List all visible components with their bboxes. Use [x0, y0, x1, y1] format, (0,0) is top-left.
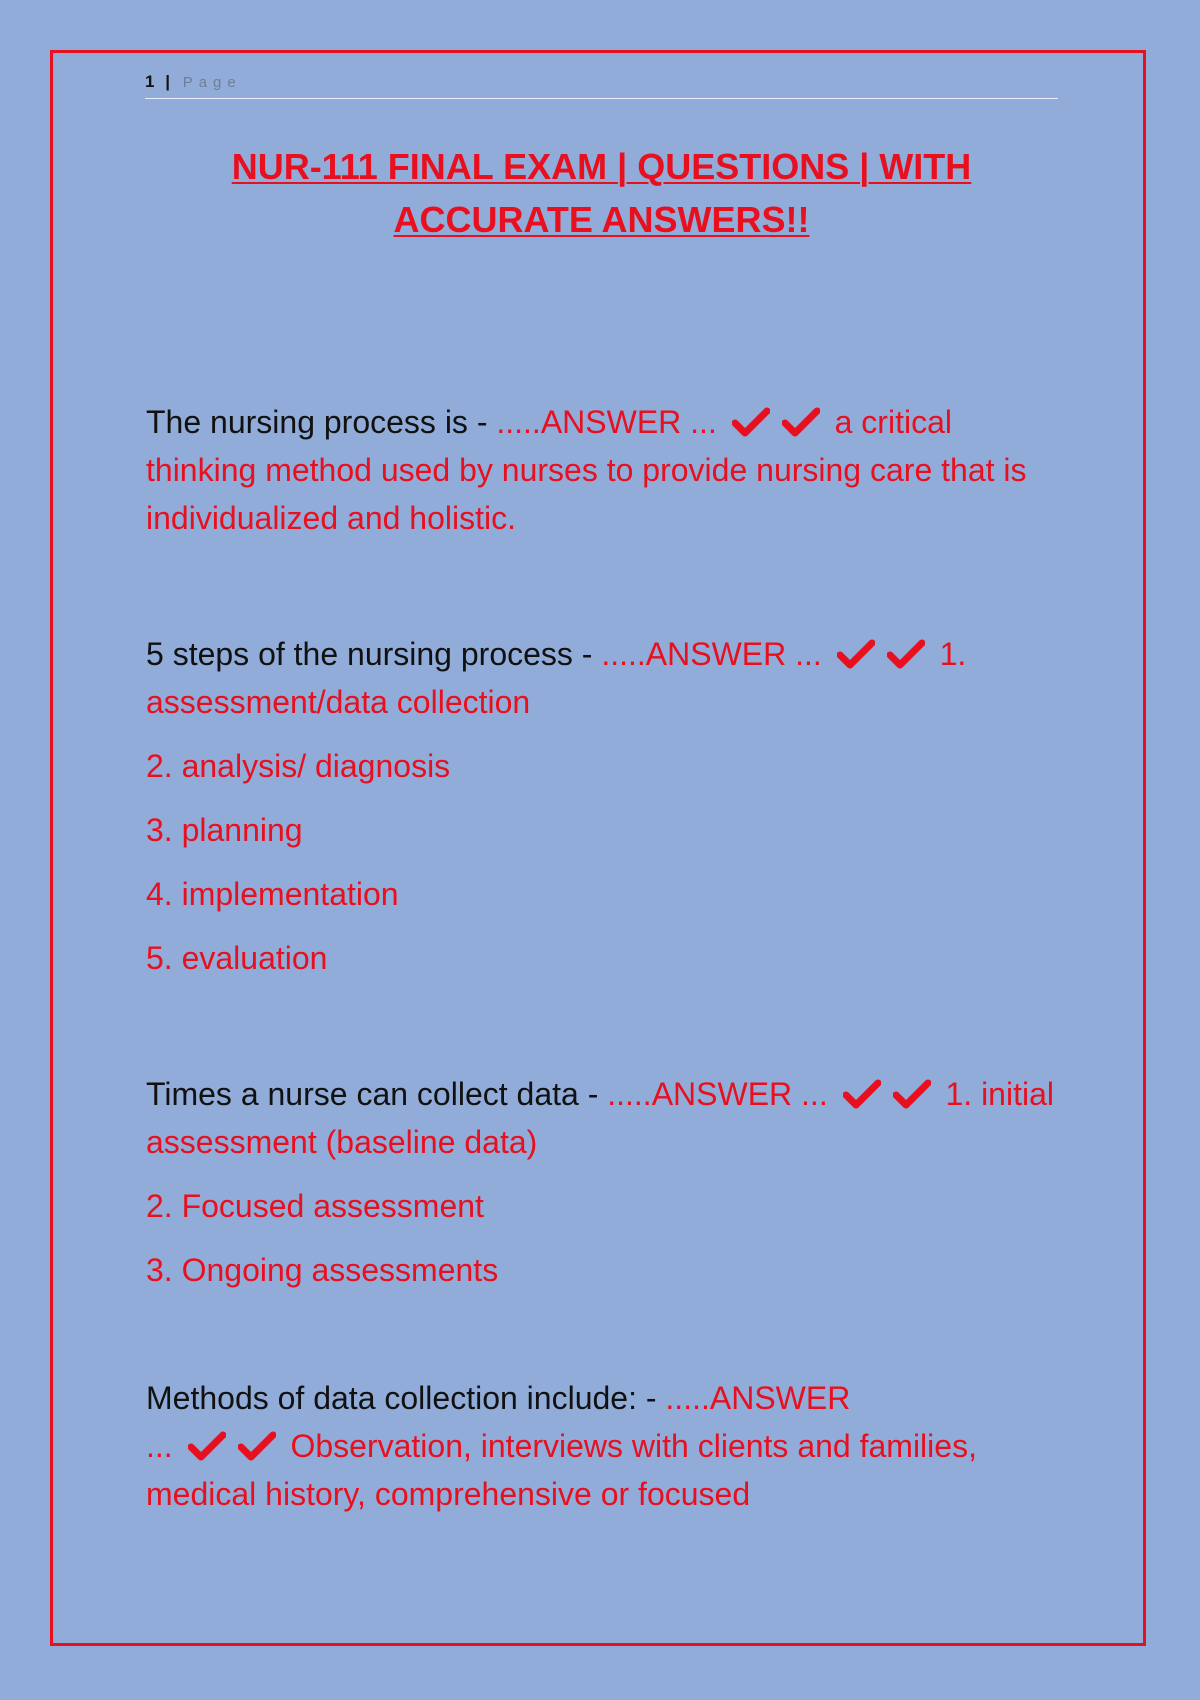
question-text: Times a nurse can collect data -	[146, 1076, 608, 1112]
qa-item-4	[146, 1374, 1058, 1518]
list-item: 2. Focused assessment	[146, 1188, 484, 1224]
document-title	[145, 140, 1058, 246]
question-text: Methods of data collection include: -	[146, 1380, 666, 1416]
checkmark-icon	[188, 1431, 226, 1461]
checkmark-icon	[837, 639, 875, 669]
answer-text: a critical thinking method used by nurses to provide nursing care that is individualized and holistic.	[146, 404, 1027, 536]
page-number: 1	[145, 72, 157, 91]
list-item: 3. Ongoing assessments	[146, 1252, 499, 1288]
title-line-2: ACCURATE ANSWERS!!	[393, 199, 810, 240]
page-label: Page	[182, 74, 242, 91]
list-item: 5. evaluation	[146, 940, 328, 976]
checkmark-icon	[732, 407, 770, 437]
answer-marker-short: ...	[146, 1428, 173, 1464]
answer-marker: .....ANSWER ...	[607, 1076, 828, 1112]
list-item: 4. implementation	[146, 876, 399, 912]
checkmark-icon	[887, 639, 925, 669]
answer-marker: .....ANSWER ...	[496, 404, 717, 440]
list-item: 3. planning	[146, 812, 303, 848]
qa-item-1	[146, 398, 1058, 542]
list-item: 2. analysis/ diagnosis	[146, 748, 451, 784]
checkmark-icon	[843, 1079, 881, 1109]
answer-text: 1. initial assessment (baseline data)	[146, 1076, 1054, 1160]
qa-item-2	[146, 630, 1058, 726]
qa-content	[146, 398, 1058, 1518]
answer-text: 1. assessment/data collection	[146, 636, 967, 720]
answer-marker: .....ANSWER	[665, 1380, 851, 1416]
checkmark-icon	[893, 1079, 931, 1109]
question-text: 5 steps of the nursing process -	[146, 636, 602, 672]
page-separator: |	[165, 72, 172, 91]
title-line-1: NUR-111 FINAL EXAM | QUESTIONS | WITH	[231, 146, 972, 187]
answer-text: Observation, interviews with clients and families, medical history, comprehensive or focused	[146, 1428, 977, 1512]
question-text: The nursing process is -	[146, 404, 497, 440]
qa-item-3	[146, 1070, 1058, 1166]
answer-marker: .....ANSWER ...	[601, 636, 822, 672]
page-header	[145, 72, 1058, 99]
checkmark-icon	[782, 407, 820, 437]
checkmark-icon	[238, 1431, 276, 1461]
